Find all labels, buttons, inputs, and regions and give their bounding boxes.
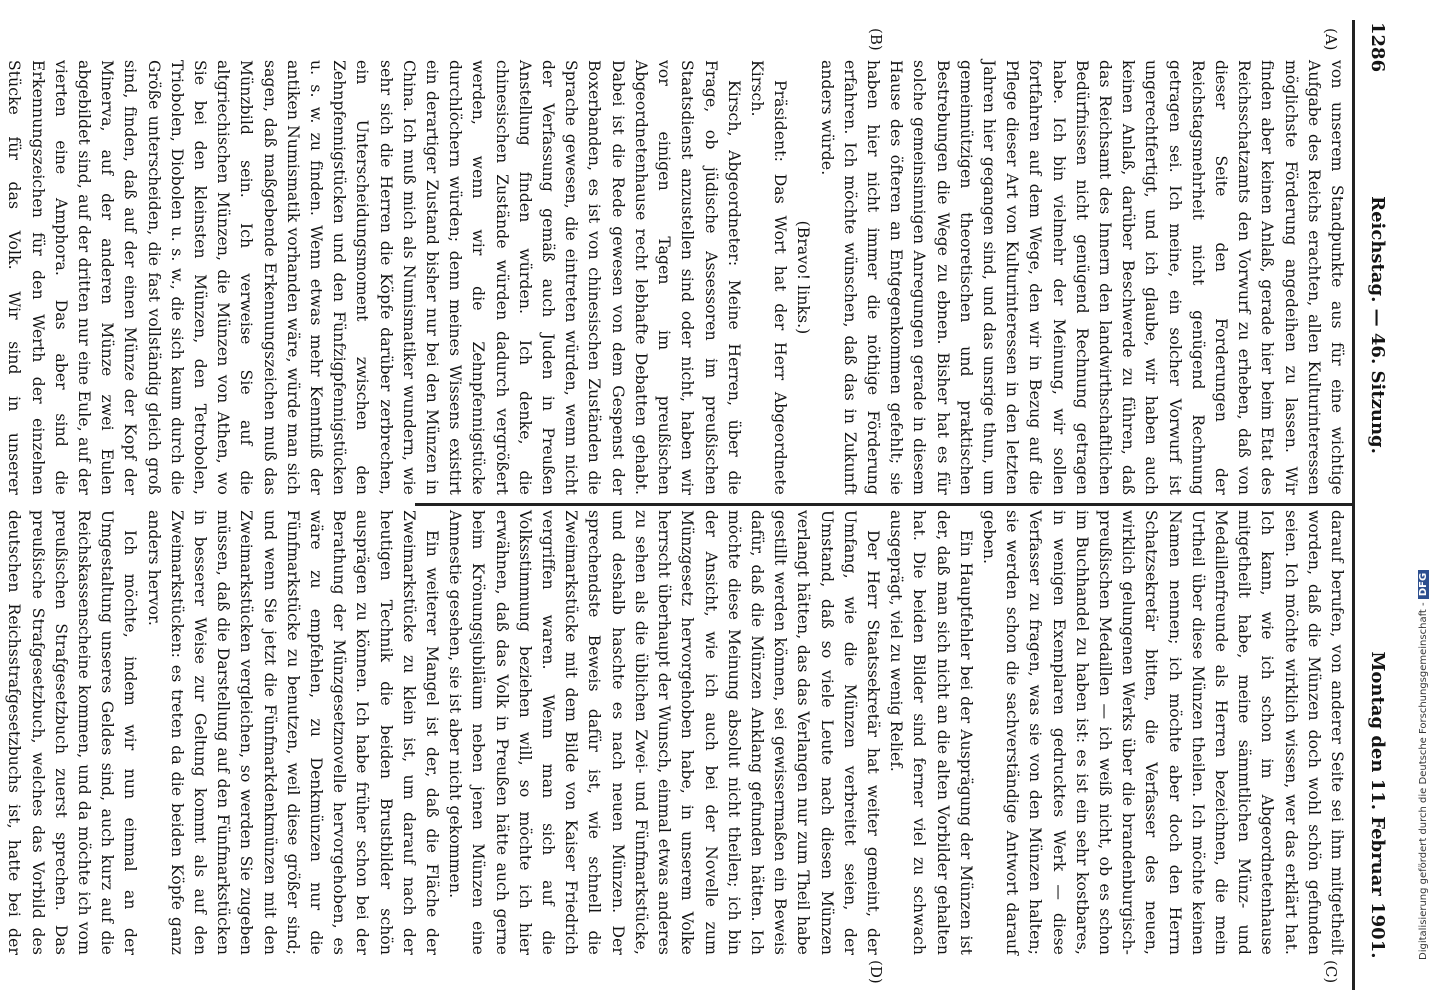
header-title: Reichstag. — 46. Sitzung. xyxy=(1367,196,1388,454)
paragraph: Ich möchte, indem wir nun einmal an der Umgestaltung unseres Geldes sind, auch kurz auf die Reichskassenscheine kommen, und da möchte ich vom preußischen Strafgesetzbuch zuerst sprechen. Das preußische Strafgesetzbuch, welches das Vorbild des deutschen Reichsstrafgesetzbuchs ist, hatte bei der xyxy=(5,510,140,955)
page-header xyxy=(1350,0,1410,1000)
column-divider xyxy=(415,503,1355,506)
margin-marker-a: (A) xyxy=(1322,28,1340,51)
dfg-logo: DFG xyxy=(1418,570,1429,599)
header-date: Montag den 11. Februar 1901. xyxy=(1367,651,1388,959)
paragraph: (Bravo! links.) xyxy=(794,220,813,335)
right-column xyxy=(5,510,1348,955)
sidebar-funding-note xyxy=(1418,0,1434,1000)
paragraph: Kirsch, Abgeordneter: Meine Herren, über die Frage, ob jüdische Assessoren im preußischen Staatsdienst anzustellen sind oder nicht, haben wir vor einigen Tagen im preußischen Abgeordnetenhause recht lebhafte Debatten gehabt. Dabei ist die Rede gewesen von dem Gespenst der Boxerbanden, es ist von chinesischen Zuständen die Sprache gewesen, die eintreten würden, wenn nicht der Verfassung gemäß auch Juden in Preußen Anstellung finden würden. Ich denke, die chinesischen Zustände würden dadurch vergrößert werden, wenn wir die Zehnpfennigstücke durchlöchern würden; denn meines Wissens existirt ein derartiger Zustand bisher nur bei den Münzen in China. Ich muß mich als Numismatiker wundern, wie sehr sich die Herren die Köpfe darüber zerbrechen, ein Unterscheidungsmoment zwischen den Zehnpfennigstücken und den Fünfzigpfennigstücken u. s. w. zu finden. Wenn etwas mehr Kenntniß der antiken Numismatik vorhanden wäre, würde man sich sagen, daß maßgebende Erkennungszeichen muß das Münzbild sein. Ich verweise Sie auf die altgriechischen Münzen, die Münzen von Athen, wo Sie bei den kleinsten Münzen, den Tetrobolen, Triobolen, Diobolen u. s. w., die sich kaum durch die Größe unterscheiden, die fast vollständig gleich groß sind, finden, daß auf der einen Münze der Kopf der Minerva, auf der anderen Münze zwei Eulen abgebildet sind, auf der dritten nur eine Eule, auf der vierten eine Amphora. Das aber sind die Erkennungszeichen für den Werth der einzelnen Stücke für das Volk. Wir sind in unserer xyxy=(5,60,743,495)
funding-note-text: Digitalisierung gefördert durch die Deutsche Forschungsgemeinschaft - xyxy=(1418,602,1429,960)
paragraph: Ein Hauptfehler bei der Ausprägung der Münzen ist der, daß man sich nicht an die alten Vorbilder gehalten hat. Die beiden Bilder sind ferner viel zu schwach ausgeprägt, viel zu wenig Relief. xyxy=(887,510,975,955)
left-column xyxy=(5,60,1348,495)
paragraph: von unserem Standpunkte aus für eine wichtige Aufgabe des Reichs erachten, allen Kulturinteressen möglichste Förderung angedeihen zu lassen. Wir finden aber keinen Anlaß, gerade hier beim Etat des Reichsschatzamts den Vorwurf zu erheben, daß von dieser Seite den Forderungen der Reichstagsmehrheit nicht genügend Rechnung getragen sei. Ich meine, ein solcher Vorwurf ist ungerechtfertigt, und ich glaube, wir haben auch keinen Anlaß, darüber Beschwerde zu führen, daß das Reichsamt des Innern den landwirthschaftlichen Bedürfnissen nicht genügend Rechnung getragen habe. Ich bin vielmehr der Meinung, wir sollen fortfahren auf dem Wege, den wir in Bezug auf die Pflege dieser Art von Kulturinteressen in den letzten Jahren hier gegangen sind, und das unsrige thun, um gemeinnützigen theoretischen und praktischen Bestrebungen die Wege zu ebnen. Bisher hat es für solche gemeinsinnigen Anregungen gerade in diesem Hause des öfteren an Entgegenkommen gefehlt; sie haben hier nicht immer die nöthige Förderung erfahren. Ich möchte wünschen, daß das in Zukunft anders würde. xyxy=(817,60,1346,495)
page-number: 1286 xyxy=(1367,22,1388,73)
paragraph: Präsident: Das Wort hat der Herr Abgeordnete Kirsch. xyxy=(747,60,790,495)
paragraph: darauf berufen, von anderer Seite sei ihm mitgetheilt worden, daß die Münzen doch wohl schön gefunden seien. Ich möchte wirklich wissen, wer das erklärt hat. Ich kann, wie ich schon im Abgeordnetenhause mitgetheilt habe, meine sämmtlichen Münz- und Medaillenfreunde als Herren bezeichnen, die mein Urtheil über diese Münzen theilen. Ich möchte keinen Namen nennen; ich möchte aber doch den Herrn Schatzsekretär bitten, die Verfasser des neuen, wirklich gelungenen Werks über die brandenburgisch-preußischen Medaillen — ich weiß nicht, ob es schon im Buchhandel zu haben ist: es ist ein sehr kostbares, in wenigen Exemplaren gedrucktes Werk — diese Verfasser zu fragen, was sie von den Münzen halten; sie werden schon die sachverständige Antwort darauf geben. xyxy=(979,510,1346,955)
margin-marker-c: (C) xyxy=(1322,960,1340,984)
margin-marker-d: (D) xyxy=(867,960,885,984)
paragraph: Ein weiterer Mangel ist der, daß die Fläche der Zweimarkstücke zu klein ist, um darauf nach der heutigen Technik die beiden Brustbilder schön ausprägen zu können. Ich habe früher schon bei der Berathung der Münzgesetznovelle hervorgehoben, es wäre zu empfehlen, zu Denkmünzen nur die Fünfmarkstücke zu benutzen, weil diese größer sind; und wenn Sie jetzt die Fünfmarkdenkmünzen mit den Zweimarkstücken vergleichen, so werden Sie zugeben müssen, daß die Darstellung auf den Fünfmarkstücken in besserer Weise zur Geltung kommt als auf den Zweimarkstücken: es treten da die beiden Köpfe ganz anders hervor. xyxy=(144,510,442,955)
paragraph: Der Herr Staatssekretär hat weiter gemeint, der Umfang, wie die Münzen verbreitet seien, der Umstand, daß so viele Leute nach diesen Münzen verlangt hätten, das das Verlangen nur zum Theil habe gestillt werden können, sei gewissermaßen ein Beweis dafür, daß die Münzen Anklang gefunden hätten. Ich möchte diese Meinung absolut nicht theilen; ich bin der Ansicht, wie ich auch bei der Novelle zum Münzgesetz hervorgehoben habe, in unserem Volke herrscht überhaupt der Wunsch, einmal etwas anderes zu sehen als die üblichen Zwei- und Fünfmarkstücke, und deshalb haschte es nach neuen Münzen. Der sprechendste Beweis dafür ist, wie schnell die Zweimarkstücke mit dem Bilde von Kaiser Friedrich vergriffen waren. Wenn man sich auf die Volksstimmung beziehen will, so möchte ich hier erwähnen, daß das Volk in Preußen hätte auch gerne beim Krönungsjubiläum neben jenen Münzen eine Amnestie gesehen, sie ist aber nicht gekommen. xyxy=(446,510,882,955)
margin-marker-b: (B) xyxy=(867,28,885,51)
